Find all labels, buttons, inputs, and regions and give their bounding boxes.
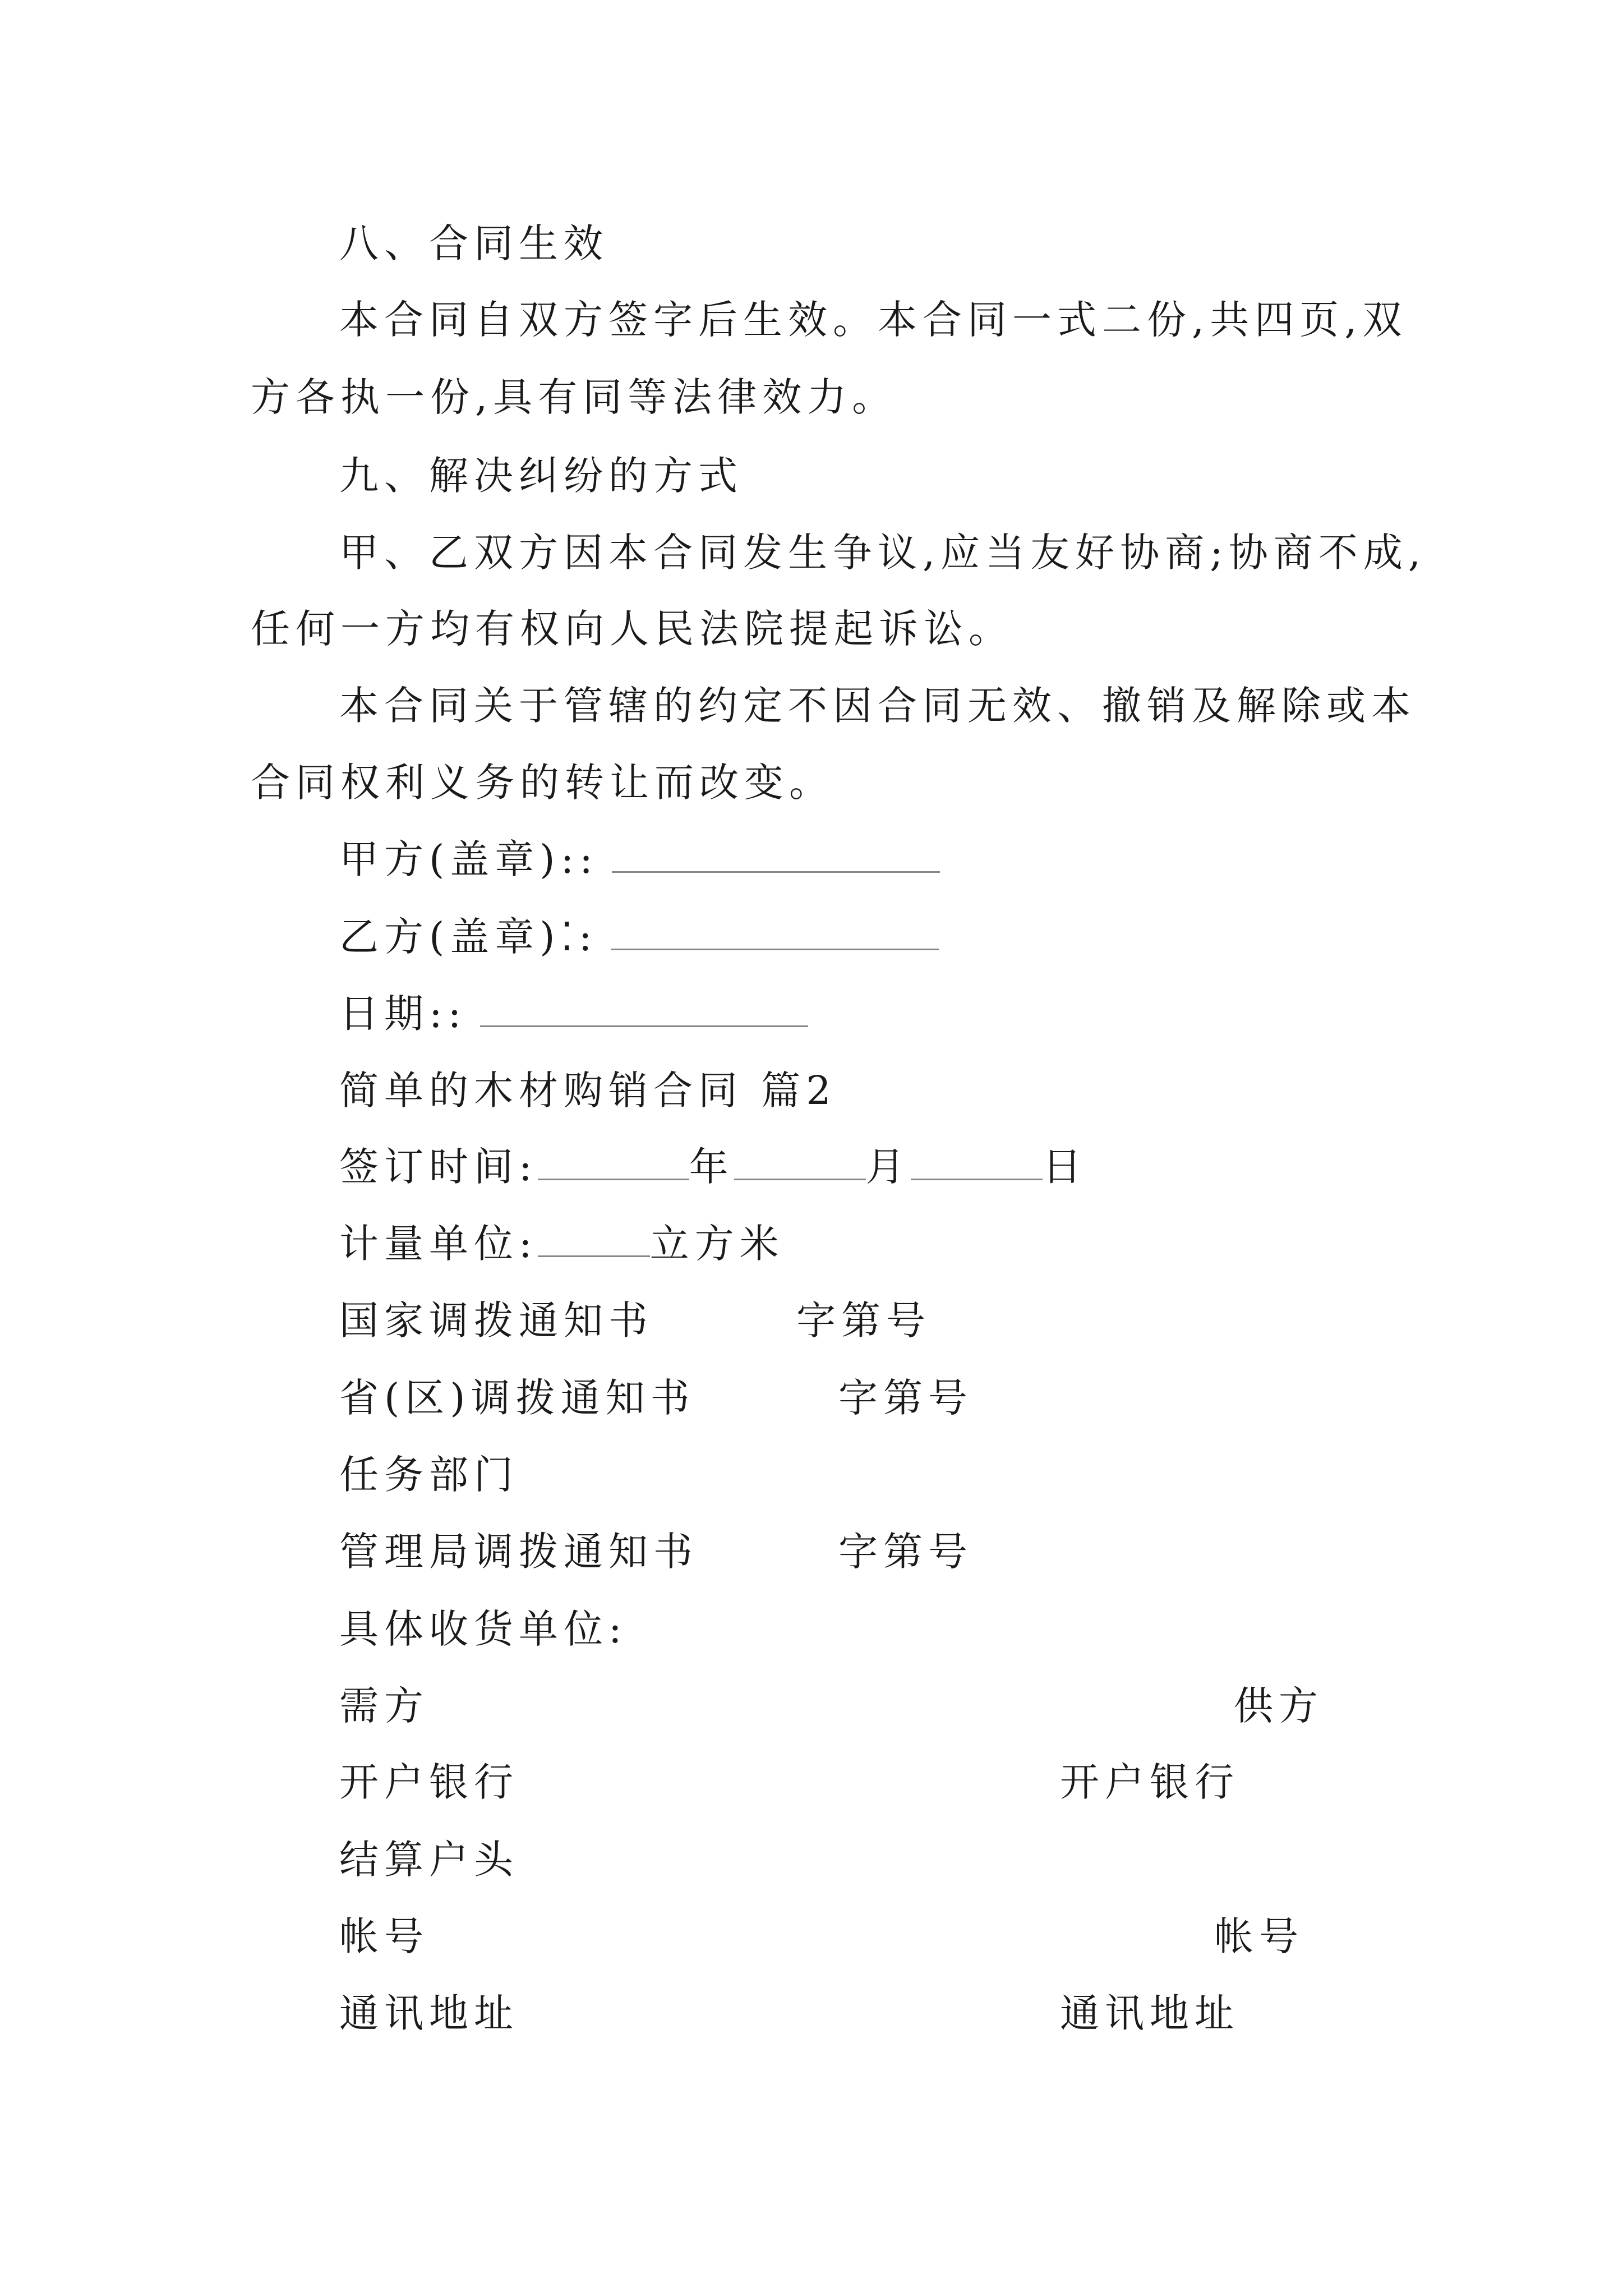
month-label: 月: [865, 1144, 911, 1190]
sign-time-label: 签订时间:: [339, 1144, 538, 1190]
day-label: 日: [1042, 1144, 1087, 1190]
section-9-paragraph-1-line-2: 任何一方均有权向人民法院提起诉讼。: [251, 606, 1013, 652]
unit-label: 计量单位:: [339, 1221, 538, 1267]
province-notice-label: 省(区)调拨通知书: [339, 1375, 695, 1421]
date-row: [339, 987, 808, 1041]
bank-left-label: 开户银行: [339, 1759, 519, 1805]
account-left-label: 帐号: [339, 1913, 429, 1959]
address-right-label: 通讯地址: [1060, 1990, 1239, 2036]
year-label: 年: [689, 1144, 734, 1190]
party-a-label: 甲方(盖章)::: [339, 836, 598, 882]
day-blank: [911, 1144, 1043, 1180]
party-b-signature-blank: [611, 914, 939, 950]
demand-party-label: 需方: [339, 1683, 429, 1729]
party-a-signature-blank: [612, 836, 940, 873]
contract-2-title: 简单的木材购销合同 篇2: [339, 1068, 837, 1114]
date-blank: [480, 991, 808, 1027]
party-b-signature-row: [339, 910, 939, 964]
month-blank: [734, 1144, 866, 1180]
bureau-notice-number: 字第号: [838, 1529, 973, 1575]
unit-blank: [538, 1221, 650, 1257]
section-9-heading: 九、解决纠纷的方式: [339, 453, 743, 499]
party-b-label: 乙方(盖章)⁚:: [339, 914, 598, 960]
supply-party-label: 供方: [1234, 1683, 1324, 1729]
section-8-heading: 八、合同生效: [339, 220, 608, 266]
province-notice-number: 字第号: [838, 1375, 973, 1421]
unit-value: 立方米: [649, 1221, 785, 1267]
national-notice-number: 字第号: [796, 1297, 931, 1343]
bank-right-label: 开户银行: [1060, 1759, 1239, 1805]
account-right-label: 帐号: [1214, 1913, 1304, 1959]
sign-time-row: [339, 1140, 1087, 1194]
section-9-paragraph-2-line-2: 合同权利义务的转让而改变。: [251, 760, 834, 806]
year-blank: [538, 1144, 689, 1180]
receiver-label: 具体收货单位:: [339, 1606, 628, 1652]
section-9-paragraph-2-line-1: 本合同关于管辖的约定不因合同无效、撤销及解除或本: [339, 683, 1416, 729]
section-8-paragraph-line-2: 方各执一份,具有同等法律效力。: [251, 374, 897, 420]
task-department-label: 任务部门: [339, 1452, 519, 1498]
unit-row: [339, 1217, 785, 1271]
date-label: 日期::: [339, 991, 467, 1037]
settlement-label: 结算户头: [339, 1837, 519, 1883]
national-notice-label: 国家调拨通知书: [339, 1297, 653, 1343]
address-left-label: 通讯地址: [339, 1990, 519, 2036]
bureau-notice-label: 管理局调拨通知书: [339, 1529, 698, 1575]
party-a-signature-row: [339, 832, 940, 886]
section-8-paragraph-line-1: 本合同自双方签字后生效。本合同一式二份,共四页,双: [339, 297, 1408, 343]
section-9-paragraph-1-line-1: 甲、乙双方因本合同发生争议,应当友好协商;协商不成,: [339, 530, 1427, 576]
